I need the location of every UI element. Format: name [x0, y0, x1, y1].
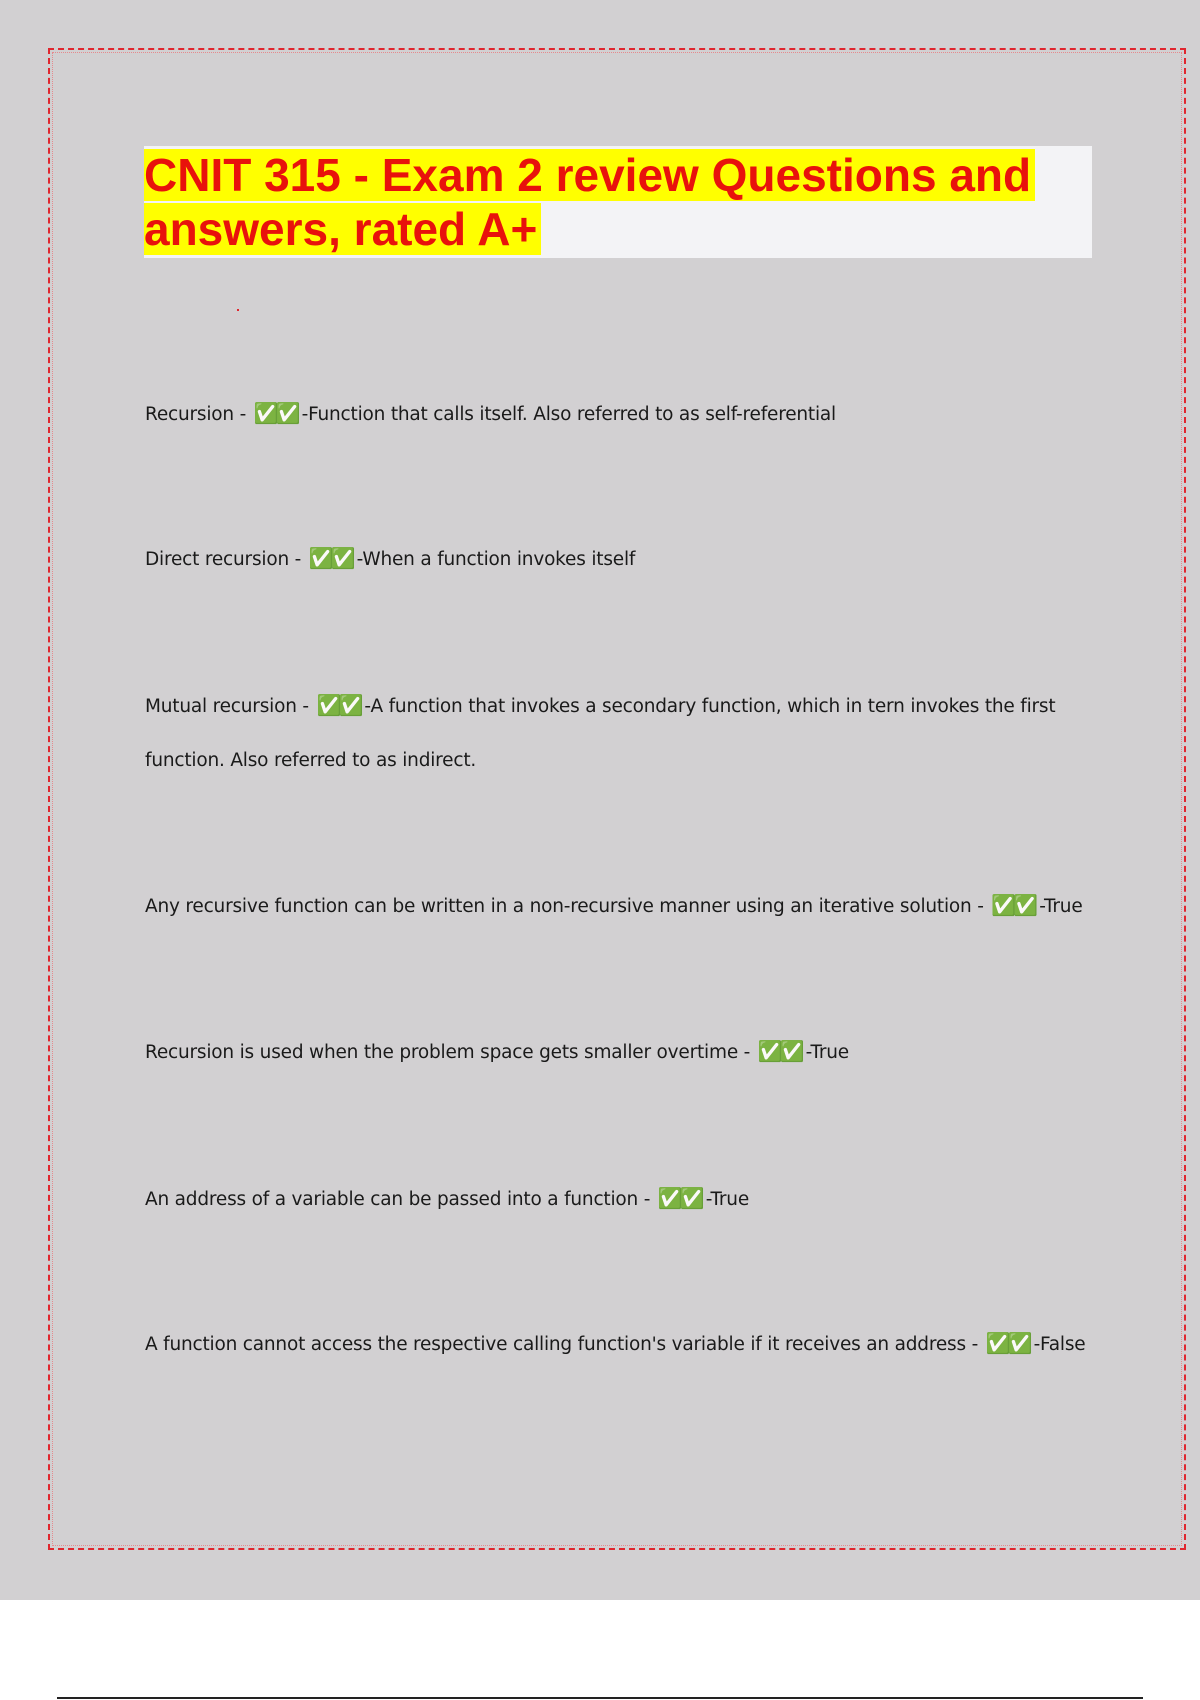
qa-item-problem-space: Recursion is used when the problem space gets smaller overtime - ✅✅ -True	[145, 1039, 849, 1063]
qa-answer: True	[710, 1189, 749, 1210]
qa-answer: Function that calls itself. Also referred to as self-referential	[308, 404, 836, 425]
qa-item-mutual-recursion: Mutual recursion - ✅✅ -A function that invokes a secondary function, which in tern invokes the first	[145, 693, 1056, 717]
title-line-2: answers, rated A+	[144, 202, 541, 256]
qa-term: Direct recursion	[145, 549, 289, 570]
qa-answer: True	[810, 1042, 849, 1063]
check-icon: ✅✅	[991, 893, 1036, 917]
footer-divider	[57, 1697, 1143, 1699]
qa-item-iterative: Any recursive function can be written in a non-recursive manner using an iterative solution - ✅✅ -True	[145, 893, 1083, 917]
qa-term: A function cannot access the respective calling function's variable if it receives an address	[145, 1334, 966, 1355]
check-icon: ✅✅	[316, 693, 361, 717]
check-icon: ✅✅	[757, 1039, 802, 1063]
qa-item-recursion: Recursion - ✅✅ -Function that calls itself. Also referred to as self-referential	[145, 401, 836, 425]
check-icon: ✅✅	[253, 401, 298, 425]
qa-answer: True	[1044, 896, 1083, 917]
check-icon: ✅✅	[985, 1331, 1030, 1355]
qa-answer: When a function invokes itself	[362, 549, 636, 570]
qa-item-calling-variable: A function cannot access the respective calling function's variable if it receives an address - ✅✅ -False	[145, 1331, 1086, 1355]
qa-answer-continuation: function. Also referred to as indirect.	[145, 750, 477, 771]
title-line-1: CNIT 315 - Exam 2 review Questions and	[144, 148, 1035, 202]
qa-term: Mutual recursion	[145, 696, 297, 717]
qa-item-address-passed: An address of a variable can be passed into a function - ✅✅ -True	[145, 1186, 749, 1210]
qa-term: Recursion	[145, 404, 234, 425]
qa-term: Recursion is used when the problem space gets smaller overtime	[145, 1042, 738, 1063]
document-title	[144, 146, 1092, 258]
page-border-inner	[52, 52, 1182, 1546]
stray-mark	[237, 309, 239, 311]
qa-item-direct-recursion: Direct recursion - ✅✅ -When a function invokes itself	[145, 546, 636, 570]
qa-term: An address of a variable can be passed into a function	[145, 1189, 639, 1210]
check-icon: ✅✅	[308, 546, 353, 570]
qa-answer: A function that invokes a secondary function, which in tern invokes the first	[370, 696, 1056, 717]
check-icon: ✅✅	[657, 1186, 702, 1210]
qa-answer: False	[1040, 1334, 1086, 1355]
qa-term: Any recursive function can be written in a non-recursive manner using an iterative solution	[145, 896, 972, 917]
